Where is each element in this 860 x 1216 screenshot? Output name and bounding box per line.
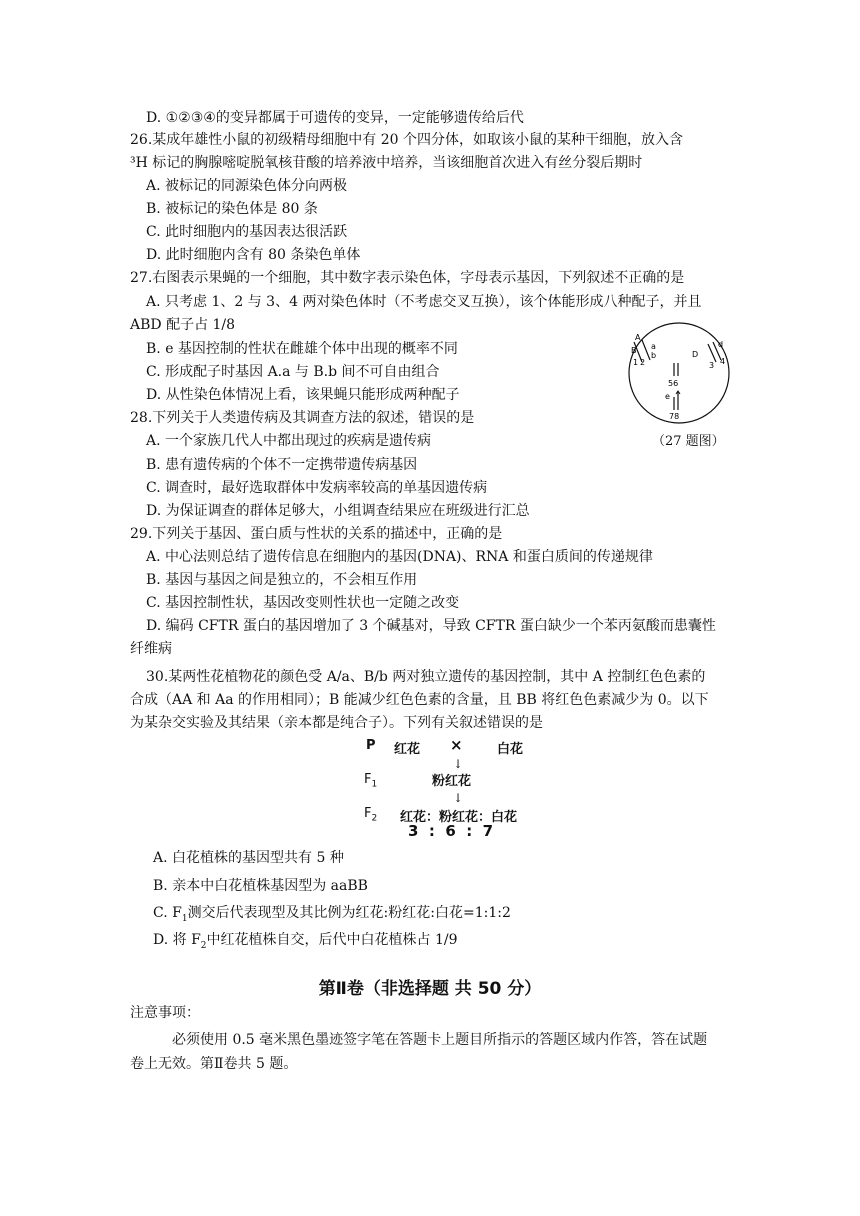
- q29-stem: 29.下列关于基因、蛋白质与性状的关系的描述中，正确的是: [130, 526, 503, 542]
- cross-f1-label: $F_1$: [364, 772, 378, 790]
- chromosome-label-4: 4: [720, 357, 726, 366]
- cross-times-sign: ×: [450, 736, 463, 754]
- q28-option-b: B. 患有遗传病的个体不一定携带遗传病基因: [146, 457, 418, 473]
- q30-stem-line3: 为某杂交实验及其结果（亲本都是纯合子）。下列有关叙述错误的是: [130, 715, 543, 731]
- q30-option-d: D. 将 $F_2$中红花植株自交，后代中白花植株占 1/9: [153, 932, 458, 951]
- q27-option-c: C. 形成配子时基因 A.a 与 B.b 间不可自由组合: [146, 364, 440, 380]
- gene-label-e: e: [665, 392, 670, 401]
- q28-option-a: A. 一个家族几代人中都出现过的疾病是遗传病: [146, 433, 432, 449]
- gene-label-A: A: [635, 333, 641, 342]
- q26-stem-line2: ³H 标记的胸腺嘧啶脱氧核苷酸的培养液中培养，当该细胞首次进入有丝分裂后期时: [130, 155, 643, 171]
- gene-label-a: a: [651, 342, 656, 351]
- cross-white-parent: 白花: [497, 742, 524, 757]
- cross-f2-ratio: 3 : 6 : 7: [408, 822, 494, 840]
- q27-option-b: B. e 基因控制的性状在雌雄个体中出现的概率不同: [146, 341, 458, 357]
- q27-option-d: D. 从性染色体情况上看，该果蝇只能形成两种配子: [146, 387, 460, 403]
- q29-option-a: A. 中心法则总结了遗传信息在细胞内的基因(DNA)、RNA 和蛋白质间的传递规律: [146, 549, 653, 565]
- notice-body-line2: 卷上无效。第Ⅱ卷共 5 题。: [130, 1056, 298, 1072]
- gene-label-D: D: [692, 350, 699, 359]
- q30-option-a: A. 白花植株的基因型共有 5 种: [153, 850, 344, 866]
- q29-option-d-line2: 纤维病: [130, 641, 172, 657]
- q28-option-c: C. 调查时，最好选取群体中发病率较高的单基因遗传病: [146, 480, 488, 496]
- q30-option-b: B. 亲本中白花植株基因型为 aaBB: [153, 878, 368, 894]
- figure-27-caption: （27 题图）: [652, 434, 725, 449]
- fruit-fly-cell-figure: [620, 320, 740, 430]
- cross-f1-phenotype: 粉红花: [432, 774, 472, 789]
- q28-stem: 28.下列关于人类遗传病及其调查方法的叙述，错误的是: [130, 410, 475, 426]
- chromosome-label-1: 1: [633, 358, 639, 367]
- notice-label: 注意事项：: [130, 1005, 200, 1021]
- cross-f2-label: $F_2$: [364, 806, 378, 824]
- cross-red-parent: 红花: [394, 742, 421, 757]
- chromosome-label-3: 3: [709, 361, 715, 370]
- q29-option-b: B. 基因与基因之间是独立的，不会相互作用: [146, 572, 418, 588]
- cross-p-label: P: [366, 738, 376, 753]
- q27-option-a-line2: ABD 配子占 1/8: [130, 317, 236, 333]
- q26-stem-line1: 26.某成年雄性小鼠的初级精母细胞中有 20 个四分体，如取该小鼠的某种干细胞，放入含: [130, 132, 683, 148]
- q26-option-c: C. 此时细胞内的基因表达很活跃: [146, 224, 348, 240]
- q25-option-d: D. ①②③④的变异都属于可遗传的变异，一定能够遗传给后代: [146, 110, 524, 126]
- section-title: 第Ⅱ卷（非选择题 共 50 分）: [318, 979, 542, 999]
- gene-label-B: B: [631, 346, 637, 355]
- q26-option-a: A. 被标记的同源染色体分向两极: [146, 178, 348, 194]
- q26-option-d: D. 此时细胞内含有 80 条染色单体: [146, 247, 361, 263]
- gene-label-d: d: [718, 340, 724, 349]
- q30-stem-line1: 30.某两性花植物花的颜色受 A/a、B/b 两对独立遗传的基因控制，其中 A 控制红色色素的: [146, 669, 706, 685]
- arrow-down-icon: ↓: [453, 791, 464, 805]
- chromosome-label-56: 56: [668, 379, 679, 388]
- q30-stem-line2: 合成（AA 和 Aa 的作用相同）；B 能减少红色色素的含量，且 BB 将红色色素减少为 0。以下: [130, 692, 709, 708]
- q27-option-a-line1: A. 只考虑 1、2 与 3、4 两对染色体时（不考虑交叉互换），该个体能形成八种配子，并且: [146, 294, 702, 310]
- q26-option-b: B. 被标记的染色体是 80 条: [146, 201, 318, 217]
- arrow-down-icon: ↓: [453, 757, 464, 771]
- chromosome-label-78: 78: [669, 412, 680, 421]
- q29-option-d-line1: D. 编码 CFTR 蛋白的基因增加了 3 个碱基对，导致 CFTR 蛋白缺少一个苯丙氨酸而患囊性: [146, 618, 716, 634]
- q29-option-c: C. 基因控制性状，基因改变则性状也一定随之改变: [146, 595, 460, 611]
- notice-body-line1: 必须使用 0.5 毫米黑色墨迹签字笔在答题卡上题目所指示的答题区域内作答，答在试题: [172, 1032, 708, 1048]
- q28-option-d: D. 为保证调查的群体足够大，小组调查结果应在班级进行汇总: [146, 503, 530, 519]
- chromosome-label-2: 2: [640, 358, 646, 367]
- q30-option-c: C. $F_1$测交后代表现型及其比例为红花:粉红花:白花=1:1:2: [153, 905, 511, 924]
- q27-stem: 27.右图表示果蝇的一个细胞，其中数字表示染色体，字母表示基因，下列叙述不正确的是: [130, 270, 685, 286]
- gene-label-b: b: [651, 351, 657, 360]
- cross-f2-phenotypes: 红花：粉红花：白花: [400, 810, 518, 825]
